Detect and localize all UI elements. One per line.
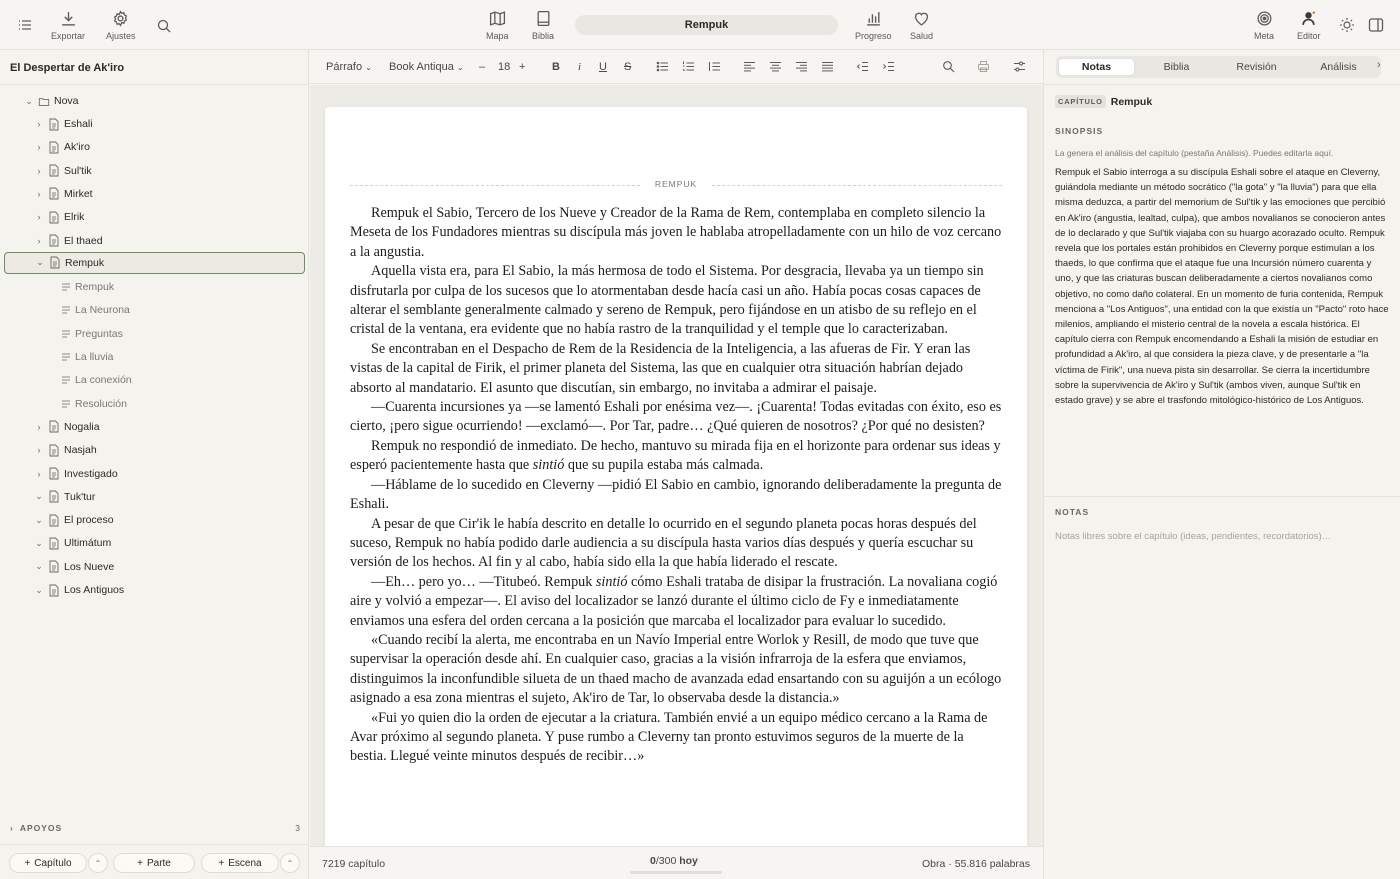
document-icon [48, 164, 60, 177]
chevron-down-icon[interactable]: ⌄ [35, 561, 43, 572]
goal-label: Meta [1254, 31, 1275, 41]
tree-scene[interactable] [61, 324, 123, 344]
folder-label: Nova [54, 95, 79, 107]
editor-button[interactable] [1297, 10, 1321, 41]
bullet-list-icon[interactable] [656, 60, 669, 76]
today-count: 0 [650, 855, 656, 867]
manuscript-page[interactable] [325, 107, 1027, 846]
find-icon[interactable] [942, 60, 955, 76]
apoyos-count: 3 [295, 823, 300, 833]
format-toolbar [310, 50, 1043, 84]
manuscript-paragraph[interactable]: «Cuando recibí la alerta, me encontraba en un Navío Imperial entre Worlok y Resill, de modo que tuve que supervisar la operación desde ahí. En cualquier caso, gracias a la visión infrarroja de la esfera que enviamos, distinguimos la inconfundible silueta de un thaed macho de avanzada edad ensartando con su aguijón a un ecólogo asignado a esa zona mientras el sujeto, Ak'iro de Tar, lo observaba desde la distancia.» [350, 631, 1002, 707]
tree-chapter-label: Nogalia [64, 420, 100, 433]
map-icon [489, 10, 506, 27]
chevron-right-icon[interactable]: › [37, 212, 41, 223]
tree-chapter[interactable] [4, 252, 305, 274]
tree-chapter-label: Nasjah [64, 444, 97, 457]
tree-scene[interactable] [61, 347, 114, 367]
chevron-down-icon[interactable]: ⌄ [35, 491, 43, 502]
tree-scene[interactable] [61, 300, 130, 320]
indent-icon[interactable] [882, 60, 895, 76]
tree-scene[interactable] [61, 277, 114, 297]
outline-toggle-icon[interactable] [17, 17, 33, 36]
manuscript-paragraph[interactable]: Rempuk el Sabio, Tercero de los Nueve y Creador de la Rama de Rem, contemplaba en completo silencio la Meseta de los Fundadores mientras su discípula más joven le hablaba atropelladamente con un hilo de voz cercano a la angustia. [350, 205, 1002, 260]
project-sidebar [0, 50, 309, 879]
decrease-size-button[interactable]: – [479, 61, 486, 73]
tree-chapter[interactable] [34, 161, 92, 181]
divider [0, 844, 309, 845]
tree-chapter[interactable] [34, 231, 103, 251]
chapter-word-count: 7219 capítulo [322, 858, 386, 870]
font-select[interactable] [389, 61, 464, 73]
font-size-value[interactable]: 18 [498, 61, 511, 73]
tree-chapter-label: Elrik [64, 211, 85, 224]
daily-goal[interactable] [650, 855, 698, 867]
sidebar-toggle-icon[interactable] [1368, 17, 1384, 36]
align-right-icon[interactable] [795, 60, 808, 76]
chevron-down-icon[interactable]: ⌄ [25, 95, 33, 106]
divider [1044, 496, 1400, 497]
print-icon[interactable] [977, 60, 990, 76]
tree-chapter[interactable] [34, 533, 111, 553]
today-goal: /300 [655, 855, 677, 867]
chevron-right-icon[interactable]: › [37, 165, 41, 176]
sun-icon[interactable] [1339, 17, 1355, 36]
editor-label: Editor [1297, 31, 1321, 41]
apoyos-label: APOYOS [19, 823, 63, 833]
plus-icon: + [218, 857, 225, 869]
tree-chapter-label: El thaed [64, 234, 103, 247]
manuscript-paragraph[interactable]: —Eh… pero yo… —Titubeó. Rempuk sintió cómo Eshali trataba de disipar la frustración. La novaliana cogió aire y volvió a empezar—. El aviso del localizador se lanzó durante el último ciclo de Fy e inmediatamente enviamos una esfera del orden cercana a la posición que marcaba el localizador para evaluar lo sucedido. [350, 573, 998, 629]
add-part-button[interactable] [113, 853, 195, 873]
notes-input[interactable]: Notas libres sobre el capítulo (ideas, pendientes, recordatorios)… [1055, 531, 1332, 542]
chevron-right-icon[interactable]: › [37, 421, 41, 432]
tree-chapter[interactable] [34, 417, 100, 437]
chapter-options-button[interactable] [88, 853, 108, 873]
paragraph-style-value: Párrafo [326, 61, 363, 73]
manuscript-paragraph[interactable]: A pesar de que Cir'ik le había descrito en detalle lo ocurrido en el segundo planeta pocas horas después del suceso, Rempuk no había podido darle audiencia a su discípula hasta varios días después y quería escuchar su versión de los hechos. Al fin y al cabo, había sido ella la que había liderado el rescate. [350, 515, 977, 571]
tree-scene-label: La conexión [75, 374, 132, 387]
status-bar [310, 846, 1043, 879]
progress-button[interactable] [855, 10, 892, 41]
scene-icon [61, 282, 71, 292]
writer-icon [1300, 10, 1317, 27]
add-scene-label: Escena [228, 857, 262, 869]
gear-icon [112, 10, 129, 27]
goal-button[interactable] [1254, 10, 1274, 41]
document-icon [48, 514, 60, 527]
add-chapter-label: Capítulo [34, 857, 72, 869]
align-justify-icon[interactable] [821, 60, 834, 76]
tree-chapter[interactable] [34, 137, 90, 157]
document-icon [48, 187, 60, 200]
document-icon [48, 211, 60, 224]
chevron-down-icon[interactable]: ⌄ [36, 257, 44, 268]
tree-chapter[interactable] [34, 557, 114, 577]
plus-icon: + [137, 857, 143, 869]
tree-chapter[interactable] [34, 207, 84, 227]
synopsis-text[interactable]: Rempuk el Sabio interroga a su discípula Eshali sobre el ataque en Cleverny, guiándola mediante un método socrático ("la gota" y "la lluvia") para que ella misma deduzca, a partir del memorium de Sul'tik y las emociones que percibió en Ak'iro (angustia, lealtad, culpa), que ambos novalianos se conocieron antes de lo declarado y que Sul'tik viajaba con su huargo acorazado oculto. Rempuk revela que los portales están prohibidos en Cleverny porque estimulan a los thaeds, lo que confirma que el ataque fue una Incursión número cuarenta y uno, y que las criaturas buscan deliberadamente a ciertos novalianos como objetivo, no como daño colateral. En un momento de furia contenida, Rempuk menciona a "Los Antiguos", una entidad con la que existía un "Pacto" roto hace milenios, ampliando el misterio central de la novela a escala histórica. El capítulo cierra con Rempuk encomendando a Eshali la misión de estudiar en profundidad a Ak'iro, al que considera la pieza clave, y de presentarle a "la víctima de Firik", una nueva pista sin desarrollar. Se cierra la incertidumbre sobre la supervivencia de Ak'iro y Sul'tik (ambos viven, aunque Sul'tik en estado grave) y se abre el trasfondo mitológico-histórico de Los Antiguos. [1055, 167, 1389, 407]
font-value: Book Antiqua [389, 61, 454, 73]
manuscript-paragraph[interactable]: «Fui yo quien dio la orden de ejecutar a la criatura. También envié a un equipo médico cercano a la Rama de Avar próximo al segundo planeta. Y puse rumbo a Cleverny tan pronto estuvimos seguros de la muerte de la bestia. Llegué veinte minutos después de recibir…» [350, 709, 988, 765]
chevron-right-icon[interactable]: › [37, 468, 41, 479]
tree-scene-label: Resolución [75, 397, 127, 410]
plus-icon: + [24, 857, 31, 869]
document-icon [48, 118, 60, 131]
inspector-panel [1043, 50, 1400, 879]
document-icon [49, 256, 61, 269]
chevron-right-icon[interactable]: › [37, 188, 41, 199]
tab-revision[interactable]: Revisión [1236, 61, 1277, 73]
strikethrough-button[interactable]: S [624, 61, 632, 73]
synopsis-hint: La genera el análisis del capítulo (pestaña Análisis). Puedes editarla aquí. [1055, 148, 1334, 158]
editor-area [310, 85, 1043, 846]
tab-analisis[interactable]: Análisis [1320, 61, 1357, 73]
chevron-down-icon: ⌄ [365, 63, 372, 72]
chapter-heading-label: REMPUK [654, 179, 698, 189]
tree-scene[interactable] [61, 394, 127, 414]
tree-scene[interactable] [61, 370, 132, 390]
manuscript-paragraph[interactable]: Rempuk no respondió de inmediato. De hecho, mantuvo su mirada fija en el horizonte para ordenar sus ideas y esperó pacientemente hasta que sintió que su pupila estaba más calmada. [350, 437, 1001, 474]
chevron-right-icon[interactable]: › [1377, 59, 1381, 71]
tree-chapter[interactable] [34, 464, 118, 484]
outdent-icon[interactable] [856, 60, 869, 76]
manuscript-paragraph[interactable]: Se encontraban en el Despacho de Rem de la Residencia de la Inteligencia, a las afueras de Fir. Y eran las vistas de la capital de Firik, el primer planeta del Sistema, las que en cualquier otra situación habrían dejado absorto al mandatario. El asunto que discutían, sin embargo, no invitaba a admirar el paisaje. [350, 340, 971, 396]
tree-chapter-label: Los Antiguos [64, 584, 125, 596]
export-button[interactable] [51, 10, 85, 41]
tree-chapter-label: Investigado [64, 467, 118, 480]
chapter-indicator [1055, 95, 1152, 108]
chevron-up-icon: ⌃ [94, 858, 102, 868]
document-icon [48, 234, 60, 247]
chevron-down-icon[interactable]: ⌄ [35, 584, 43, 595]
blockquote-icon[interactable] [708, 60, 721, 76]
tree-chapter[interactable] [34, 184, 93, 204]
settings-button[interactable] [106, 10, 136, 41]
chevron-right-icon[interactable]: › [37, 119, 41, 129]
add-scene-button[interactable] [201, 853, 279, 873]
tree-chapter[interactable] [34, 440, 97, 460]
tab-notas[interactable]: Notas [1059, 59, 1134, 75]
divider [1044, 84, 1400, 85]
chevron-down-icon[interactable]: ⌄ [35, 537, 43, 548]
chapter-chip: CAPÍTULO [1055, 95, 1106, 108]
settings-label: Ajustes [106, 31, 136, 41]
tree-chapter-label: Mirket [64, 187, 93, 200]
tree-chapter-label: Eshali [64, 118, 93, 130]
bible-button[interactable] [532, 10, 554, 41]
tree-chapter-label: Ak'iro [64, 141, 90, 154]
manuscript-paragraph[interactable]: —Cuarenta incursiones ya —se lamentó Eshali por enésima vez—. ¡Cuarenta! Todas evitadas con éxito, eso es cierto, ¡pero sigue ocurriendo! —exclamó—. Por Tar, padre… ¿Qué quieren de nosotros? ¿Por qué no desisten? [350, 399, 1002, 435]
heart-icon [913, 10, 930, 27]
scene-icon [61, 305, 71, 315]
tree-folder-nova[interactable] [24, 91, 79, 111]
chevron-right-icon[interactable]: › [37, 142, 41, 153]
tree-chapter[interactable] [34, 487, 95, 507]
tree-chapter-label: Ultimátum [64, 537, 112, 550]
bold-button[interactable]: B [552, 61, 560, 73]
adjustments-icon[interactable] [1013, 60, 1026, 76]
progress-label: Progreso [855, 31, 892, 41]
add-part-label: Parte [146, 857, 171, 869]
document-icon [48, 444, 60, 457]
document-icon [48, 467, 60, 480]
manuscript-text[interactable] [350, 204, 1002, 767]
export-label: Exportar [51, 31, 86, 41]
chevron-right-icon[interactable]: › [37, 445, 41, 456]
map-button[interactable] [486, 10, 509, 41]
tab-biblia[interactable]: Biblia [1163, 61, 1190, 73]
today-label: hoy [679, 855, 698, 867]
inspector-tabs [1056, 56, 1381, 78]
notes-label: NOTAS [1055, 507, 1090, 517]
scene-icon [61, 375, 71, 385]
synopsis-label: SINOPSIS [1055, 126, 1104, 136]
tree-chapter[interactable] [34, 580, 124, 600]
project-title: El Despertar de Ak'iro [10, 62, 125, 74]
document-icon [48, 141, 60, 154]
italic-button[interactable]: i [578, 61, 582, 73]
download-icon [60, 10, 77, 27]
chapter-name: Rempuk [1110, 95, 1153, 108]
target-icon [1256, 10, 1273, 27]
map-label: Mapa [486, 31, 509, 41]
align-center-icon[interactable] [769, 60, 782, 76]
tree-chapter-label: Sul'tik [64, 164, 92, 177]
health-label: Salud [910, 31, 934, 41]
scene-icon [61, 399, 71, 409]
bible-label: Biblia [532, 31, 555, 41]
manuscript-paragraph[interactable]: Aquella vista era, para El Sabio, la más hermosa de todo el Sistema. Por desgracia, llevaba ya un tiempo sin disfrutarla por culpa de los sucesos que lo atormentaban desde hacía casi un año. Había pocas cosas capaces de alterar el semblante generalmente calmado y sereno de Rempuk, pero fijándose en un atisbo de su reflejo en el cristal de la ventana, era evidente que no había rastro de la tranquilidad y el temple que lo caracterizaban. [350, 263, 984, 338]
tree-chapter-label: Los Nueve [64, 560, 115, 573]
document-icon [48, 584, 60, 597]
scene-options-button[interactable] [280, 853, 300, 873]
health-button[interactable] [910, 10, 933, 41]
chevron-right-icon[interactable]: › [37, 235, 41, 246]
document-icon [48, 537, 60, 550]
numbered-list-icon[interactable] [682, 60, 695, 76]
scene-icon [61, 352, 71, 362]
book-icon [535, 10, 552, 27]
add-chapter-button[interactable] [9, 853, 87, 873]
tree-chapter[interactable] [34, 114, 93, 134]
tree-chapter-label: Rempuk [65, 256, 105, 269]
underline-button[interactable]: U [599, 61, 607, 73]
manuscript-paragraph[interactable]: —Háblame de lo sucedido en Cleverny —pidió El Sabio en cambio, ignorando deliberadamente la pregunta de Eshali. [350, 476, 1002, 513]
tree-scene-label: La Neurona [75, 304, 130, 317]
daily-progress-bar [630, 871, 722, 874]
chapter-heading [350, 179, 1002, 191]
chevron-down-icon: ⌄ [456, 63, 464, 72]
chevron-right-icon: › [10, 823, 14, 833]
folder-icon [38, 95, 50, 108]
document-icon [48, 420, 60, 433]
paragraph-style-select[interactable] [326, 61, 372, 73]
align-left-icon[interactable] [743, 60, 756, 76]
document-title[interactable]: Rempuk [575, 15, 838, 35]
tree-scene-label: Preguntas [75, 327, 123, 340]
top-toolbar [0, 0, 1400, 50]
tree-chapter-label: El proceso [64, 514, 114, 527]
tree-scene-label: La lluvia [75, 351, 114, 363]
chevron-down-icon[interactable]: ⌄ [35, 514, 43, 525]
work-word-count: Obra · 55.816 palabras [922, 858, 1030, 870]
document-icon [48, 560, 60, 573]
document-icon [48, 490, 60, 503]
tree-chapter[interactable] [34, 510, 114, 530]
tree-chapter-label: Tuk'tur [64, 490, 96, 503]
scene-icon [61, 329, 71, 339]
chevron-up-icon: ⌃ [286, 858, 294, 868]
apoyos-section[interactable] [10, 823, 300, 833]
increase-size-button[interactable]: + [519, 61, 526, 73]
divider [0, 84, 309, 85]
search-icon[interactable] [156, 18, 172, 37]
tree-scene-label: Rempuk [75, 281, 115, 294]
bar-chart-icon [865, 10, 882, 27]
